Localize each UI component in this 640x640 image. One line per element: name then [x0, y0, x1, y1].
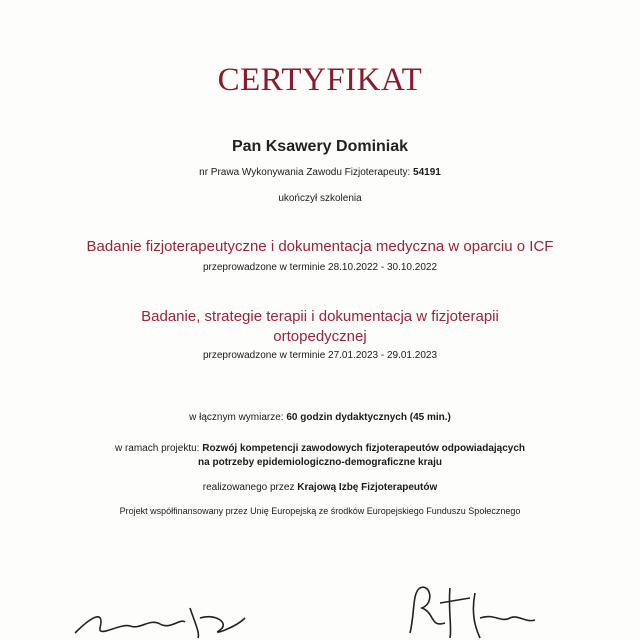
dates: 28.10.2022 - 30.10.2022: [328, 262, 438, 273]
hours-label: w łącznym wymiarze:: [189, 412, 284, 423]
dates-label: przeprowadzone w terminie: [202, 350, 326, 361]
course-1-title: Badanie fizjoterapeutyczne i dokumentacja medyczna w oparciu o ICF: [86, 238, 554, 255]
realized-label: realizowanego przez: [202, 482, 295, 493]
realized-line: [0, 482, 640, 493]
project-label: w ramach projektu:: [114, 443, 200, 454]
realized-by: Krajową Izbę Fizjoterapeutów: [297, 482, 438, 493]
signature-left: [70, 588, 250, 640]
project-line1: [0, 443, 640, 454]
dates-label: przeprowadzone w terminie: [202, 262, 326, 273]
dates: 27.01.2023 - 29.01.2023: [328, 350, 438, 361]
course-2-title-line2: ortopedycznej: [273, 328, 367, 345]
hours-line: [0, 412, 640, 423]
cofinanced-note: Projekt współfinansowany przez Unię Europejską ze środków Europejskiego Funduszu Społecznego: [119, 506, 521, 516]
signature-right: [400, 578, 540, 640]
project-name-1: Rozwój kompetencji zawodowych fizjoterapeutów odpowiadających: [202, 443, 526, 454]
course-1-dates: [0, 262, 640, 273]
certificate-title: CERTYFIKAT: [217, 62, 423, 98]
course-2-dates: [0, 350, 640, 361]
hours-value: 60 godzin dydaktycznych (45 min.): [286, 412, 451, 423]
project-name-2: na potrzeby epidemiologiczno-demograficzne kraju: [198, 457, 442, 468]
license-label: nr Prawa Wykonywania Zawodu Fizjoterapeuty:: [199, 167, 411, 178]
course-2-title-line1: Badanie, strategie terapii i dokumentacja w fizjoterapii: [141, 308, 499, 325]
license-number: 54191: [413, 167, 441, 178]
license-line: [0, 167, 640, 178]
project-line2: [0, 457, 640, 468]
recipient-name: Pan Ksawery Dominiak: [231, 138, 409, 155]
completed-text: ukończył szkolenia: [278, 193, 362, 204]
